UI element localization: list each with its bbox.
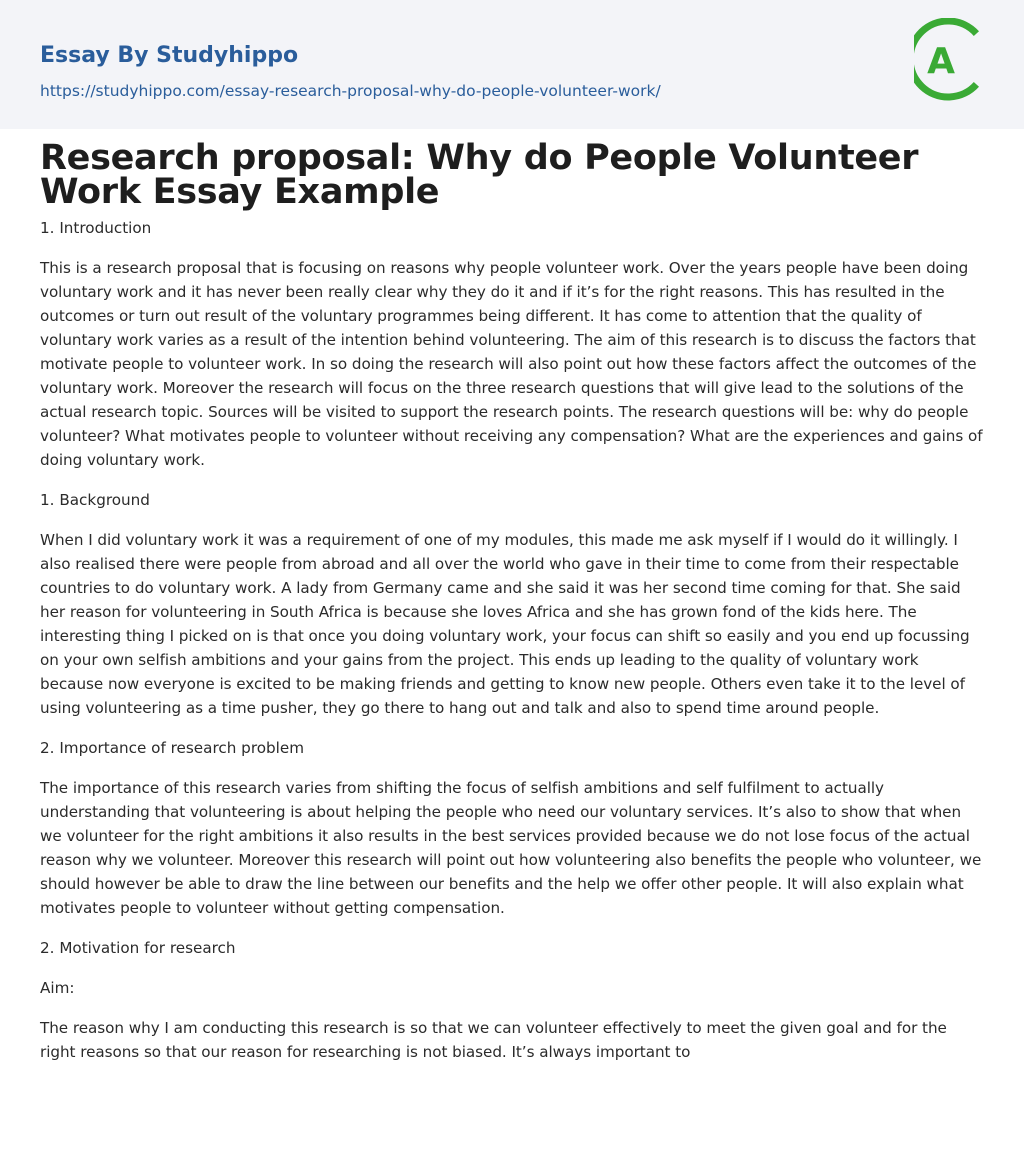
paragraph-aim: The reason why I am conducting this research is so that we can volunteer effectively to meet the given goal and for the right reasons so that our reason for researching is not biased. It’s always important to [40,1019,947,1061]
logo-icon [914,18,986,106]
essay-content [0,129,1024,1064]
studyhippo-logo[interactable] [914,18,986,106]
page-url-link[interactable]: https://studyhippo.com/essay-research-proposal-why-do-people-volunteer-work/ [40,82,661,100]
logo-letter: A [927,41,955,82]
paragraph-importance: The importance of this research varies from shifting the focus of selfish ambitions and self fulfilment to actually understanding that volunteering is about helping the people who need our voluntary services. It’s also to show that when we volunteer for the right ambitions it also results in the best services provided because we do not lose focus of the actual reason why we volunteer. Moreover this research will point out how volunteering also benefits the people who volunteer, we should however be able to draw the line between our benefits and the help we offer other people. It will also explain what motivates people to volunteer without getting compensation. [40,779,982,917]
paragraph-background: When I did voluntary work it was a requirement of one of my modules, this made me ask myself if I would do it willingly. I also realised there were people from abroad and all over the world who gave in their time to come from their respectable countries to do voluntary work. A lady from Germany came and she said it was her second time coming for that. She said her reason for volunteering in South Africa is because she loves Africa and she has grown fond of the kids here. The interesting thing I picked on is that once you doing voluntary work, your focus can shift so easily and you end up focussing on your own selfish ambitions and your gains from the project. This ends up leading to the quality of voluntary work because now everyone is excited to be making friends and getting to know new people. Others even take it to the level of using volunteering as a time pusher, they go there to hang out and talk and also to spend time around people. [40,531,970,717]
section-heading-introduction: 1. Introduction [40,219,152,237]
section-heading-aim: Aim: [40,979,75,997]
section-heading-importance: 2. Importance of research problem [40,739,305,757]
section-heading-motivation: 2. Motivation for research [40,939,236,957]
section-heading-background: 1. Background [40,491,150,509]
site-header [0,0,1024,129]
paragraph-introduction: This is a research proposal that is focusing on reasons why people volunteer work. Over the years people have been doing voluntary work and it has never been really clear why they do it and if it’s for the right reasons. This has resulted in the outcomes or turn out result of the voluntary programmes being different. It has come to attention that the quality of voluntary work varies as a result of the intention behind volunteering. The aim of this research is to discuss the factors that motivate people to volunteer work. In so doing the research will also point out how these factors affect the outcomes of the voluntary work. Moreover the research will focus on the three research questions that will give lead to the solutions of the actual research topic. Sources will be visited to support the research points. The research questions will be: why do people volunteer? What motivates people to volunteer without receiving any compensation? What are the experiences and gains of doing voluntary work. [40,259,983,469]
page-title: Research proposal: Why do People Volunteer Work Essay Example [40,138,919,212]
site-title[interactable]: Essay By Studyhippo [40,43,299,68]
